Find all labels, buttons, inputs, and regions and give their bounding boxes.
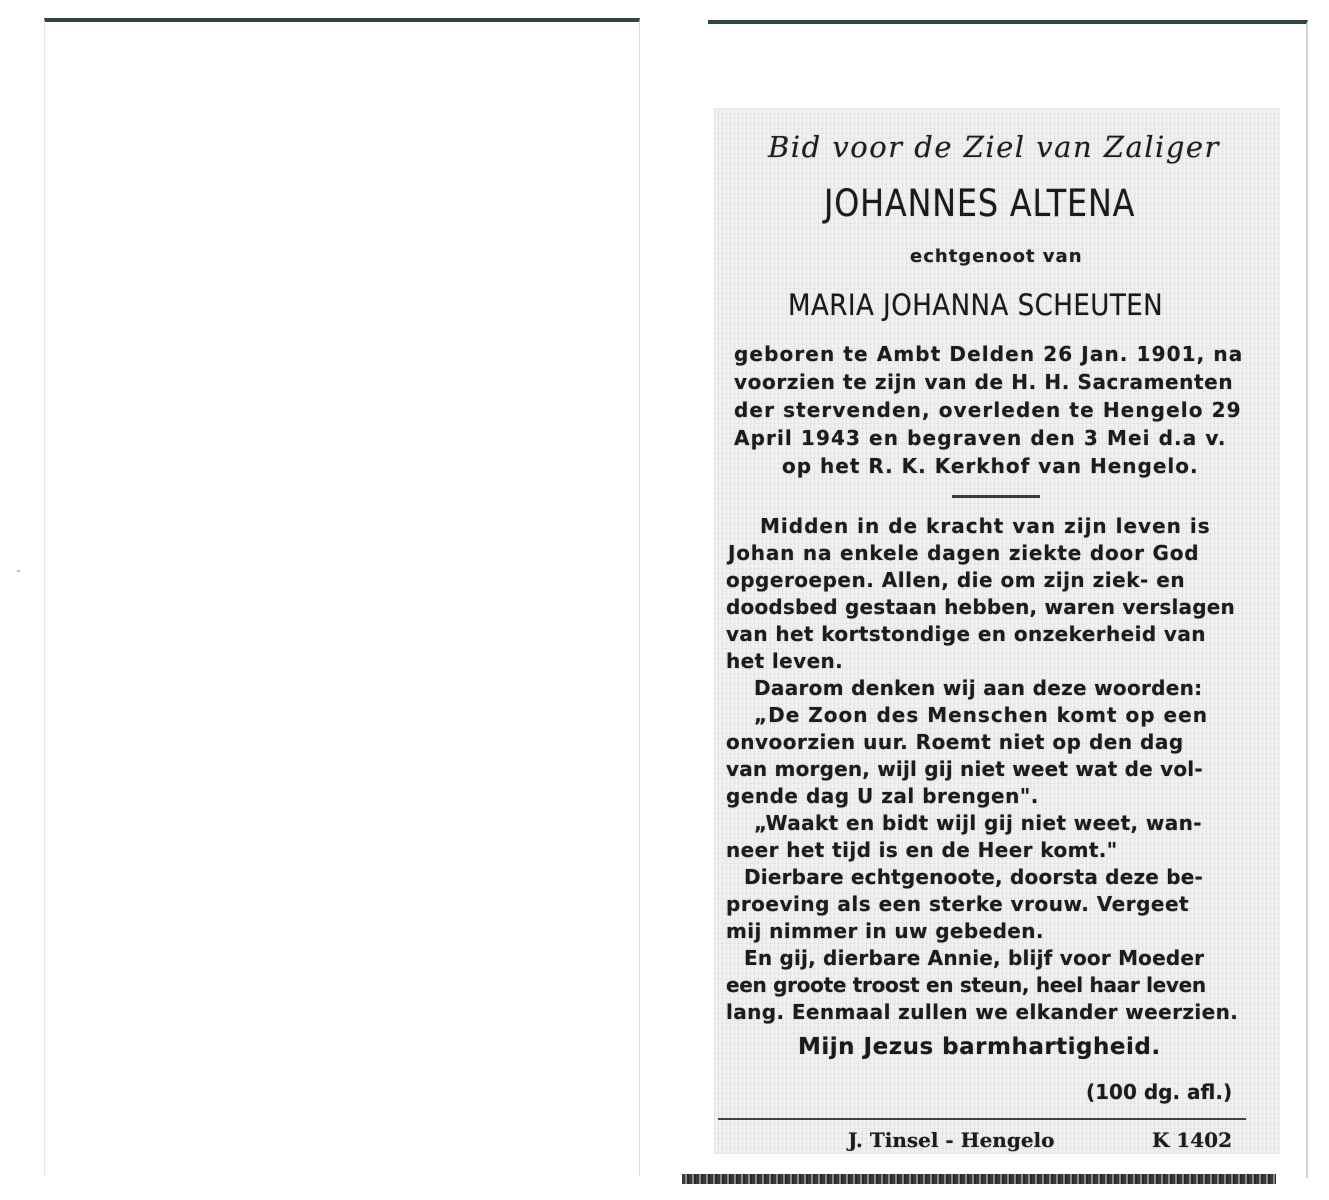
memorial-line: En gij, dierbare Annie, blijf voor Moeder [744,946,1205,970]
paper-speck [17,570,20,572]
memorial-line: van het kortstondige en onzekerheid van [726,622,1206,646]
indulgence-note: (100 dg. afl.) [1086,1080,1233,1104]
memorial-line: Johan na enkele dagen ziekte door God [728,541,1200,565]
memorial-line: doodsbed gestaan hebben, waren verslagen [726,595,1235,619]
relation-label: echtgenoot van [910,246,1083,267]
biography-line: op het R. K. Kerkhof van Hengelo. [782,454,1199,478]
printer-credit: J. Tinsel - Hengelo [848,1128,1055,1152]
memorial-line: „Waakt en bidt wijl gij niet weet, wan- [754,811,1203,835]
memorial-line: lang. Eenmaal zullen we elkander weerzien. [726,1000,1239,1024]
left-blank-page [44,18,640,1176]
spouse-name: MARIA JOHANNA SCHEUTEN [788,288,1164,322]
biography-line: voorzien te zijn van de H. H. Sacramenten [734,370,1234,394]
memorial-line: mij nimmer in uw gebeden. [726,919,1044,943]
memorial-line: „De Zoon des Menschen komt op een [754,703,1208,727]
page-bottom-edge [682,1174,1276,1184]
ornament-divider [952,495,1040,498]
closing-prayer: Mijn Jezus barmhartigheid. [798,1034,1161,1060]
memorial-line: het leven. [726,649,844,673]
memorial-line: opgeroepen. Allen, die om zijn ziek- en [726,568,1186,592]
memorial-line: van morgen, wijl gij niet weet wat de vol- [726,757,1203,781]
deceased-name: JOHANNES ALTENA [824,182,1136,225]
memorial-line: gende dag U zal brengen". [726,784,1039,808]
memorial-line: een groote troost en steun, heel haar leven [726,973,1206,997]
memorial-line: proeving als een sterke vrouw. Vergeet [726,892,1190,916]
memorial-line: neer het tijd is en de Heer komt." [726,838,1118,862]
memorial-line: Daarom denken wij aan deze woorden: [754,676,1203,700]
footer-divider [718,1118,1246,1120]
invocation-line: Bid voor de Ziel van Zaliger [768,130,1220,164]
biography-line: geboren te Ambt Delden 26 Jan. 1901, na [734,342,1244,366]
memorial-line: Dierbare echtgenoote, doorsta deze be- [744,865,1204,889]
biography-line: der stervenden, overleden te Hengelo 29 [734,398,1242,422]
memorial-line: onvoorzien uur. Roemt niet op den dag [726,730,1184,754]
right-page [708,20,1308,1178]
biography-line: April 1943 en begraven den 3 Mei d.a v. [734,426,1227,450]
card-number: K 1402 [1152,1128,1233,1152]
memorial-card [714,108,1280,1154]
memorial-line: Midden in de kracht van zijn leven is [760,514,1211,538]
